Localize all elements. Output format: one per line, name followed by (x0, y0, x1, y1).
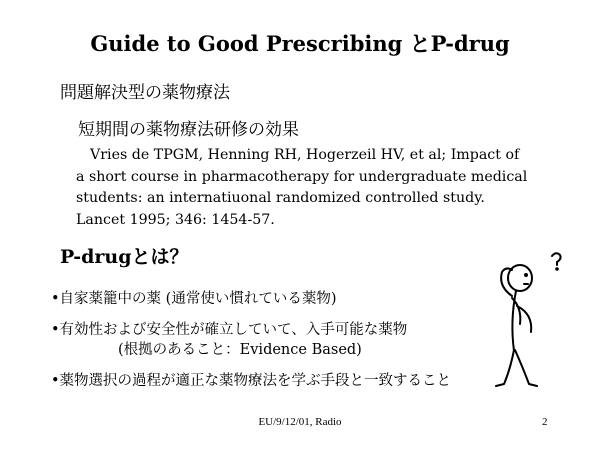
bullet-note: (根拠のあること：Evidence Based) (118, 342, 362, 358)
reference-line-1: Vries de TPGM, Henning RH, Hogerzeil HV, et al; Impact of (90, 147, 520, 163)
reference-line-2: a short course in pharmacotherapy for undergraduate medical (76, 168, 528, 185)
subheading-short-course: 短期間の薬物療法研修の効果 (78, 120, 299, 140)
bullet-item: •有効性および安全性が確立していて、入手可能な薬物 (51, 322, 408, 338)
bullet-item: •自家薬籠中の薬 (通常使い慣れている薬物) (51, 291, 337, 307)
footer-text: EU/9/12/01, Radio (258, 416, 342, 428)
reference-line-4: Lancet 1995; 346: 1454-57. (76, 211, 275, 228)
reference-line-3: students: an internatiuonal randomized controlled study. (76, 190, 485, 206)
thinking-person-icon (482, 248, 568, 398)
section-heading-problem-solving: 問題解決型の薬物療法 (60, 83, 230, 103)
section-heading-p-drug: P-drugとは？ (60, 246, 189, 268)
bullet-item: •薬物選択の過程が適正な薬物療法を学ぶ手段と一致すること (51, 373, 452, 389)
slide-title: Guide to Good Prescribing とP-drug (90, 31, 510, 56)
page-number: 2 (542, 416, 548, 428)
reference-citation (76, 145, 581, 231)
